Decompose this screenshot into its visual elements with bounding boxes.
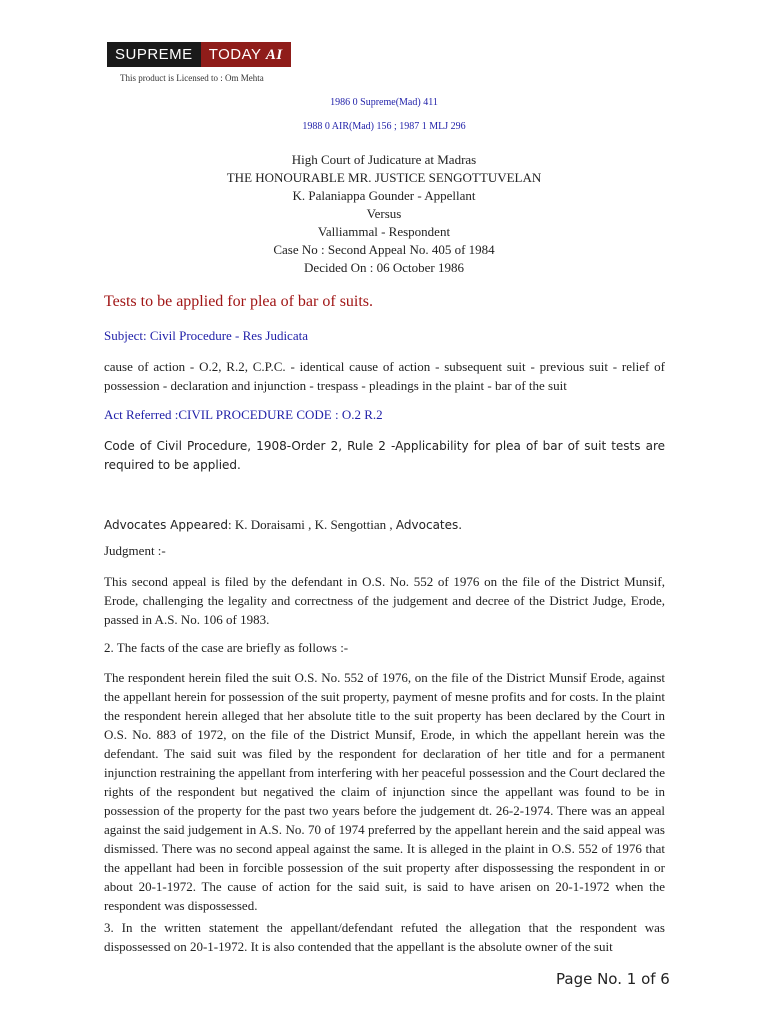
paragraph-1: This second appeal is filed by the defendant in O.S. No. 552 of 1976 on the file of the District Munsif, Erode, challenging the legality and correctness of the judgement and decree of the District Judge, Erode, passed in A.S. No. 106 of 1983. — [104, 574, 665, 627]
advocates-label: Advocates Appeared — [104, 518, 229, 532]
paragraph-4: 3. In the written statement the appellant/defendant refuted the allegation that the respondent was dispossessed on 20-1-1972. It is also contended that the appellant is the absolute owner of the suit — [104, 920, 665, 954]
judge-name: THE HONOURABLE MR. JUSTICE SENGOTTUVELAN — [226, 170, 542, 185]
appellant: K. Palaniappa Gounder - Appellant — [292, 188, 476, 203]
respondent: Valliammal - Respondent — [317, 224, 451, 239]
logo-part-today: TODAY AI — [201, 42, 291, 67]
case-number: Case No : Second Appeal No. 405 of 1984 — [273, 242, 495, 257]
paragraph-2: 2. The facts of the case are briefly as follows :- — [104, 640, 349, 655]
page-number: Page No. 1 of 6 — [556, 970, 670, 988]
headnote-title: Tests to be applied for plea of bar of suits. — [104, 293, 374, 310]
citation-primary: 1986 0 Supreme(Mad) 411 — [330, 97, 438, 108]
advocates-suffix: Advocates. — [395, 518, 463, 532]
advocates-line — [104, 515, 665, 535]
logo-part-supreme: SUPREME — [107, 42, 201, 67]
paragraph-3: The respondent herein filed the suit O.S. No. 552 of 1976, on the file of the District Munsif Erode, against the appellant herein for possession of the suit property, payment of mesne profits and for costs. In the plaint the respondent herein alleged that her absolute title to the suit property has been declared by the Court in O.S. No. 883 of 1972, on the file of the District Munsif, Erode, in which the appellant herein was the defendant. The said suit was filed by the respondent for declaration of her title and for a permanent injunction restraining the appellant from interfering with her peaceful possession and the Court declared the rights of the respondent but negatived the claim of injunction since the appellant was found to be in possession of the property for the past two years before the judgement dt. 26-2-1974. There was an appeal against the said judgement in A.S. No. 70 of 1974 preferred by the appellant herein and the said appeal was dismissed. There was no second appeal against the same. It is alleged in the plaint in O.S. 552 of 1976 that the appellant had been in forcible possession of the suit property after dispossessing the respondent in or about 20-1-1972. The cause of action for the said suit, is said to have arisen on 20-1-1972 when the respondent was dispossessed. — [104, 670, 665, 913]
subject-line: Subject: Civil Procedure - Res Judicata — [104, 328, 308, 343]
advocates-names: : K. Doraisami , K. Sengottian , — [228, 517, 396, 532]
judgment-heading: Judgment :- — [104, 543, 166, 558]
court-name: High Court of Judicature at Madras — [291, 152, 477, 167]
keywords: cause of action - O.2, R.2, C.P.C. - identical cause of action - subsequent suit - previous suit - relief of possession - declaration and injunction - trespass - pleadings in the plaint - bar of the suit — [104, 359, 665, 393]
citation-secondary: 1988 0 AIR(Mad) 156 ; 1987 1 MLJ 296 — [302, 121, 466, 132]
versus: Versus — [366, 206, 402, 221]
summary: Code of Civil Procedure, 1908-Order 2, Rule 2 -Applicability for plea of bar of suit tests are required to be applied. — [104, 439, 665, 472]
act-referred: Act Referred :CIVIL PROCEDURE CODE : O.2 R.2 — [104, 407, 383, 422]
brand-logo — [107, 42, 291, 67]
license-text: This product is Licensed to : Om Mehta — [120, 73, 264, 83]
decided-on: Decided On : 06 October 1986 — [304, 260, 464, 275]
